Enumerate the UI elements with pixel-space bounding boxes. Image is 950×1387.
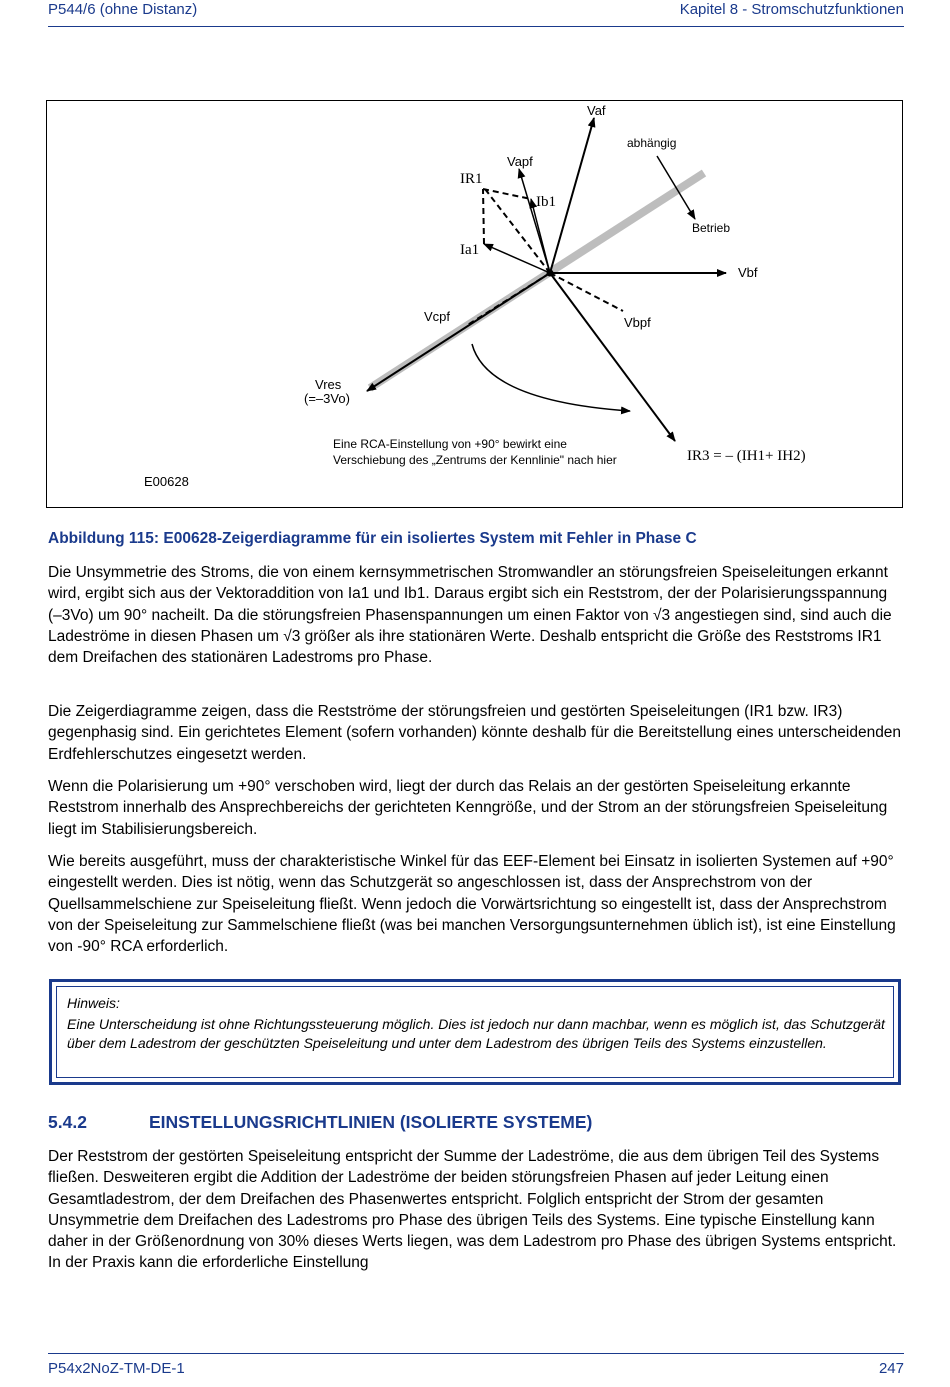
label-ib1: Ib1 (536, 194, 556, 210)
section-title: EINSTELLUNGSRICHTLINIEN (ISOLIERTE SYSTEME) (149, 1112, 593, 1132)
section-number: 5.4.2 (48, 1112, 87, 1132)
label-betrieb: Betrieb (692, 221, 731, 235)
paragraph-4: Wie bereits ausgeführt, muss der charakteristische Winkel für das EEF-Element bei Einsatz in isolierten Systemen auf +90° eingestellt werden. Dies ist nötig, wenn das Schutzgerät so angeschlossen ist, dass der Ansprechstrom von der Quellsammelschiene zur Speiseleitung fließt. Wenn jedoch die Vorwärtsrichtung so eingestellt ist, dass der Ansprechstrom von der Speiseleitung zur Sammelschiene fließt (was bei manchen Versorgungsunternehmen üblich ist), ist eine Einstellung von -90° RCA erforderlich. (48, 853, 896, 956)
rca-shift-arc (472, 344, 630, 411)
label-vbf: Vbf (738, 265, 758, 280)
paragraph-5: Der Reststrom der gestörten Speiseleitung entspricht der Summe der Ladeströme, die aus dem übrigen Teil des Systems fließen. Desweiteren ergibt die Addition der Ladeströme der beiden störungsfreien Phasen auf jeder Leitung einen Gesamtladestrom, der dem Dreifachen des Phasenwertes entspricht. Folglich entspricht der Strom der gesamten Unsymmetrie dem Dreifachen des Ladestroms pro Phase des übrigen Teils des Systems. Eine typische Einstellung kann daher in der Größenordnung von 30% dieses Werts liegen, was dem Ladestrom pro Phase des übrigen Systems entspricht. In der Praxis kann die erforderliche Einstellung (48, 1148, 897, 1272)
header-chapter-title: Kapitel 8 - Stromschutzfunktionen (679, 1, 904, 18)
note-label: Hinweis: (67, 995, 120, 1011)
figure-caption: Abbildung 115: E00628-Zeigerdiagramme für ein isoliertes System mit Fehler in Phase C (48, 530, 697, 547)
ia1-phasor (484, 244, 550, 273)
phasor-diagram-figure (46, 100, 903, 508)
label-vbpf: Vbpf (624, 315, 651, 330)
note-text: Eine Unterscheidung ist ohne Richtungssteuerung möglich. Dies ist jedoch nur dann machbar, wenn es möglich ist, das Schutzgerät über dem Ladestrom der geschützten Speiseleitung und unter dem Ladestrom des übrigen Teils des Systems einzustellen. (67, 1016, 885, 1051)
note-inner-frame (56, 986, 894, 1078)
label-vres-formula: (=–3Vo) (304, 391, 350, 406)
label-rca-line1: Eine RCA-Einstellung von +90° bewirkt eine (333, 437, 567, 451)
origin-point (547, 270, 554, 277)
label-ia1: Ia1 (460, 242, 480, 258)
ia1-construction (483, 189, 484, 244)
figure-id: E00628 (144, 474, 189, 489)
vbpf-dashed (550, 273, 623, 311)
phasor-diagram (47, 101, 904, 509)
label-vres: Vres (315, 377, 342, 392)
header-document-title: P544/6 (ohne Distanz) (48, 1, 198, 18)
page-footer (48, 1353, 904, 1384)
label-ir3: IR3 = – (IH1+ IH2) (687, 448, 806, 464)
page-number: 247 (878, 1360, 904, 1377)
label-vcpf: Vcpf (424, 309, 451, 324)
ir3-phasor (550, 273, 675, 441)
note-box (49, 979, 901, 1085)
page-header (48, 0, 904, 27)
ib1-construction (483, 189, 531, 199)
label-abhaengig: abhängig (627, 136, 677, 150)
paragraph-2: Die Zeigerdiagramme zeigen, dass die Restströme der störungsfreien und gestörten Speiseleitungen (IR1 bzw. IR3) gegenphasig sind. Ein gerichtetes Element (sofern vorhanden) könnte deshalb für die Bereitstellung eines unterscheidenden Erdfehlerschutzes eingesetzt werden. (48, 703, 902, 763)
label-vaf: Vaf (587, 103, 606, 118)
footer-document-id: P54x2NoZ-TM-DE-1 (48, 1360, 185, 1377)
label-rca-line2: Verschiebung des „Zentrums der Kennlinie" nach hier (333, 453, 617, 467)
label-vapf: Vapf (507, 154, 533, 169)
paragraph-1: Die Unsymmetrie des Stroms, die von einem kernsymmetrischen Stromwandler an störungsfreien Speiseleitungen erkannt wird, ergibt sich aus der Vektoraddition von Ia1 und Ib1. Daraus ergibt sich ein Reststrom, der der Polarisierungsspannung (–3Vo) um 90° nacheilt. Da die störungsfreien Phasenspannungen um einen Faktor von √3 angestiegen sind, sind auch die Ladeströme in diesen Phasen um √3 größer als ihre stationären Werte. Deshalb entspricht die Größe des Reststroms IR1 dem Dreifachen des stationären Ladestroms pro Phase. (48, 564, 892, 667)
paragraph-3: Wenn die Polarisierung um +90° verschoben wird, liegt der durch das Relais an der gestörten Speiseleitung erkannte Reststrom innerhalb des Ansprechbereichs der gerichteten Kenngröße, und der Strom an der störungsfreien Speiseleitung liegt im Stabilisierungsbereich. (48, 778, 888, 838)
abhaengig-arrow (657, 156, 695, 219)
label-ir1: IR1 (460, 171, 483, 187)
